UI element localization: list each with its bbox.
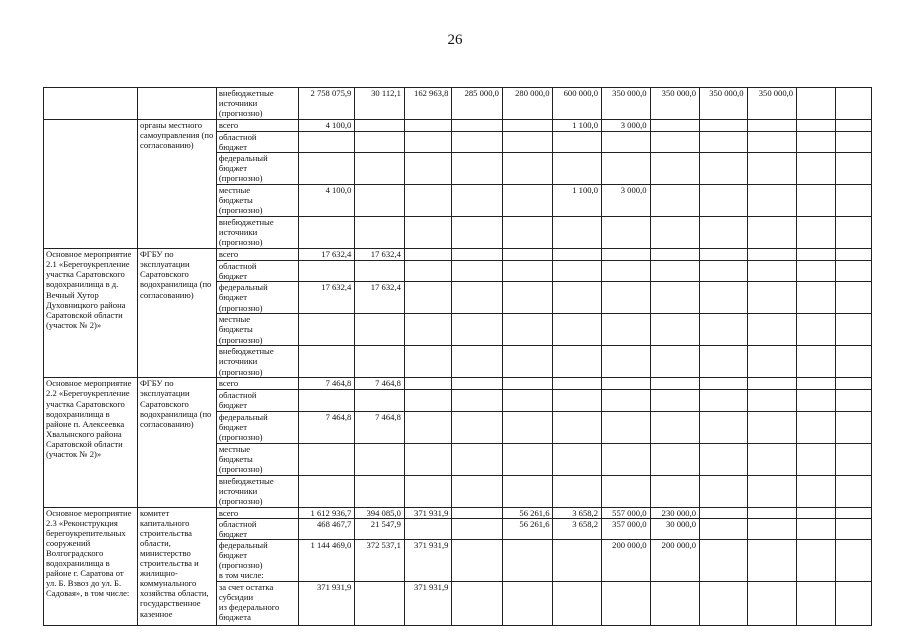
value-cell — [602, 581, 651, 625]
value-cell — [404, 120, 452, 132]
value-cell — [835, 443, 872, 475]
value-cell — [502, 153, 553, 185]
event-cell — [44, 88, 138, 120]
value-cell — [797, 88, 835, 120]
value-cell — [835, 185, 872, 217]
value-cell — [553, 282, 602, 314]
value-cell — [747, 282, 797, 314]
value-cell — [700, 249, 748, 261]
value-cell — [602, 217, 651, 249]
value-cell — [835, 346, 872, 378]
value-cell — [404, 518, 452, 539]
value-cell — [747, 120, 797, 132]
value-cell — [650, 153, 700, 185]
value-cell: 2 758 075,9 — [298, 88, 355, 120]
value-cell — [650, 411, 700, 443]
value-cell — [797, 217, 835, 249]
value-cell — [452, 261, 503, 282]
value-cell: 394 085,0 — [355, 507, 405, 518]
value-cell: 285 000,0 — [452, 88, 503, 120]
event-cell: Основное мероприятие 2.3 «Реконструкция берегоукрепительных сооружений Волгоградского водохранилища в районе г. Саратова от ул. Б. Взвоз до ул. Б. Садовая», в том числе: — [44, 507, 138, 625]
value-cell — [650, 185, 700, 217]
funding-source-cell: федеральный бюджет (прогнозно) в том числе: — [216, 539, 298, 581]
value-cell — [502, 261, 553, 282]
value-cell — [452, 378, 503, 390]
value-cell: 17 632,4 — [355, 282, 405, 314]
value-cell: 7 464,8 — [355, 411, 405, 443]
value-cell — [835, 249, 872, 261]
value-cell — [502, 539, 553, 581]
value-cell — [298, 132, 355, 153]
value-cell — [355, 581, 405, 625]
value-cell — [602, 443, 651, 475]
value-cell — [404, 132, 452, 153]
value-cell — [835, 390, 872, 411]
value-cell — [452, 346, 503, 378]
value-cell — [700, 217, 748, 249]
value-cell — [700, 475, 748, 507]
value-cell — [553, 314, 602, 346]
value-cell — [700, 443, 748, 475]
value-cell: 468 467,7 — [298, 518, 355, 539]
value-cell — [835, 411, 872, 443]
value-cell — [553, 411, 602, 443]
value-cell — [747, 153, 797, 185]
value-cell — [452, 443, 503, 475]
value-cell — [452, 518, 503, 539]
table-row — [44, 507, 872, 518]
value-cell — [650, 378, 700, 390]
value-cell: 200 000,0 — [602, 539, 651, 581]
funding-source-cell: внебюджетные источники (прогнозно) — [216, 346, 298, 378]
value-cell — [602, 132, 651, 153]
value-cell: 56 261,6 — [502, 518, 553, 539]
value-cell — [835, 217, 872, 249]
value-cell — [502, 314, 553, 346]
funding-source-cell: всего — [216, 249, 298, 261]
value-cell — [700, 282, 748, 314]
value-cell — [700, 185, 748, 217]
value-cell: 7 464,8 — [298, 378, 355, 390]
value-cell — [700, 120, 748, 132]
funding-source-cell: федеральный бюджет (прогнозно) — [216, 153, 298, 185]
value-cell: 3 000,0 — [602, 185, 651, 217]
value-cell — [355, 346, 405, 378]
executor-cell: ФГБУ по эксплуатации Саратовского водохранилища (по согласованию) — [138, 378, 217, 507]
value-cell: 4 100,0 — [298, 185, 355, 217]
value-cell — [650, 314, 700, 346]
event-cell: Основное мероприятие 2.1 «Берегоукрепление участка Саратовского водохранилища в д. Вечный Хутор Духовницкого района Саратовской области (участок № 2)» — [44, 249, 138, 378]
value-cell — [797, 249, 835, 261]
value-cell — [700, 390, 748, 411]
funding-source-cell: областной бюджет — [216, 518, 298, 539]
value-cell — [355, 261, 405, 282]
value-cell: 371 931,9 — [404, 581, 452, 625]
value-cell — [553, 378, 602, 390]
value-cell — [835, 314, 872, 346]
value-cell — [700, 507, 748, 518]
value-cell — [404, 346, 452, 378]
event-cell: Основное мероприятие 2.2 «Берегоукрепление участка Саратовского водохранилища в районе п. Алексеевка Хвалынского района Саратовской области (участок № 2)» — [44, 378, 138, 507]
value-cell — [650, 581, 700, 625]
funding-source-cell: федеральный бюджет (прогнозно) — [216, 282, 298, 314]
table-row — [44, 249, 872, 261]
value-cell: 600 000,0 — [553, 88, 602, 120]
value-cell — [553, 153, 602, 185]
value-cell — [747, 346, 797, 378]
funding-source-cell: областной бюджет — [216, 132, 298, 153]
value-cell — [502, 443, 553, 475]
value-cell — [553, 217, 602, 249]
value-cell — [747, 518, 797, 539]
value-cell — [404, 443, 452, 475]
value-cell — [700, 261, 748, 282]
value-cell — [452, 217, 503, 249]
value-cell — [404, 314, 452, 346]
value-cell — [747, 217, 797, 249]
value-cell — [747, 539, 797, 581]
value-cell — [502, 346, 553, 378]
value-cell — [298, 261, 355, 282]
value-cell — [404, 475, 452, 507]
value-cell — [835, 88, 872, 120]
value-cell — [835, 518, 872, 539]
value-cell — [835, 120, 872, 132]
table-row — [44, 88, 872, 120]
value-cell — [602, 475, 651, 507]
value-cell: 17 632,4 — [355, 249, 405, 261]
value-cell — [502, 581, 553, 625]
value-cell — [797, 411, 835, 443]
funding-source-cell: областной бюджет — [216, 261, 298, 282]
value-cell: 7 464,8 — [355, 378, 405, 390]
value-cell — [650, 132, 700, 153]
value-cell — [602, 153, 651, 185]
value-cell — [797, 378, 835, 390]
funding-source-cell: областной бюджет — [216, 390, 298, 411]
value-cell — [835, 539, 872, 581]
value-cell — [747, 378, 797, 390]
value-cell: 4 100,0 — [298, 120, 355, 132]
value-cell — [700, 581, 748, 625]
value-cell: 1 100,0 — [553, 185, 602, 217]
value-cell — [602, 346, 651, 378]
value-cell — [747, 507, 797, 518]
value-cell: 557 000,0 — [602, 507, 651, 518]
funding-source-cell: всего — [216, 120, 298, 132]
value-cell — [747, 390, 797, 411]
value-cell — [797, 153, 835, 185]
value-cell — [700, 153, 748, 185]
value-cell — [355, 314, 405, 346]
funding-source-cell: внебюджетные источники (прогнозно) — [216, 475, 298, 507]
value-cell — [797, 261, 835, 282]
value-cell — [602, 314, 651, 346]
value-cell — [835, 378, 872, 390]
value-cell: 1 100,0 — [553, 120, 602, 132]
value-cell — [797, 314, 835, 346]
value-cell: 357 000,0 — [602, 518, 651, 539]
value-cell — [452, 153, 503, 185]
value-cell — [298, 475, 355, 507]
value-cell — [797, 518, 835, 539]
value-cell — [502, 282, 553, 314]
executor-cell: органы местного самоуправления (по согласованию) — [138, 120, 217, 249]
value-cell — [747, 132, 797, 153]
funding-source-cell: местные бюджеты (прогнозно) — [216, 185, 298, 217]
value-cell — [452, 390, 503, 411]
value-cell — [835, 581, 872, 625]
value-cell — [797, 282, 835, 314]
value-cell — [650, 120, 700, 132]
value-cell: 17 632,4 — [298, 249, 355, 261]
value-cell: 280 000,0 — [502, 88, 553, 120]
funding-source-cell: местные бюджеты (прогнозно) — [216, 443, 298, 475]
value-cell — [404, 217, 452, 249]
value-cell — [747, 411, 797, 443]
table-row — [44, 378, 872, 390]
value-cell — [355, 390, 405, 411]
value-cell — [602, 249, 651, 261]
value-cell — [298, 346, 355, 378]
value-cell: 371 931,9 — [404, 539, 452, 581]
value-cell — [797, 132, 835, 153]
value-cell — [553, 475, 602, 507]
value-cell — [835, 261, 872, 282]
value-cell — [700, 378, 748, 390]
value-cell — [404, 390, 452, 411]
value-cell — [797, 475, 835, 507]
value-cell — [553, 346, 602, 378]
value-cell — [650, 390, 700, 411]
funding-source-cell: внебюджетные источники (прогнозно) — [216, 88, 298, 120]
value-cell: 230 000,0 — [650, 507, 700, 518]
value-cell — [502, 120, 553, 132]
value-cell — [797, 539, 835, 581]
funding-source-cell: всего — [216, 507, 298, 518]
value-cell: 162 963,8 — [404, 88, 452, 120]
value-cell — [797, 581, 835, 625]
value-cell — [502, 411, 553, 443]
value-cell — [452, 132, 503, 153]
value-cell: 350 000,0 — [747, 88, 797, 120]
table-row — [44, 120, 872, 132]
value-cell: 3 000,0 — [602, 120, 651, 132]
value-cell — [452, 185, 503, 217]
value-cell — [602, 378, 651, 390]
value-cell — [502, 185, 553, 217]
value-cell — [452, 282, 503, 314]
value-cell — [553, 390, 602, 411]
value-cell: 21 547,9 — [355, 518, 405, 539]
value-cell — [298, 443, 355, 475]
value-cell — [700, 518, 748, 539]
value-cell — [700, 346, 748, 378]
value-cell: 371 931,9 — [404, 507, 452, 518]
value-cell — [298, 153, 355, 185]
value-cell — [355, 443, 405, 475]
value-cell: 200 000,0 — [650, 539, 700, 581]
value-cell — [298, 217, 355, 249]
value-cell — [700, 314, 748, 346]
value-cell — [355, 153, 405, 185]
funding-source-cell: федеральный бюджет (прогнозно) — [216, 411, 298, 443]
value-cell — [404, 153, 452, 185]
value-cell — [747, 443, 797, 475]
value-cell — [452, 314, 503, 346]
value-cell — [452, 507, 503, 518]
value-cell: 30 000,0 — [650, 518, 700, 539]
value-cell — [747, 581, 797, 625]
value-cell — [404, 185, 452, 217]
value-cell: 350 000,0 — [650, 88, 700, 120]
value-cell: 3 658,2 — [553, 507, 602, 518]
value-cell — [452, 539, 503, 581]
value-cell — [650, 249, 700, 261]
value-cell — [404, 249, 452, 261]
funding-source-cell: местные бюджеты (прогнозно) — [216, 314, 298, 346]
value-cell — [747, 261, 797, 282]
value-cell — [452, 581, 503, 625]
value-cell — [404, 378, 452, 390]
value-cell — [700, 411, 748, 443]
value-cell — [452, 475, 503, 507]
value-cell — [602, 411, 651, 443]
value-cell — [502, 378, 553, 390]
value-cell — [452, 249, 503, 261]
value-cell — [502, 217, 553, 249]
executor-cell: ФГБУ по эксплуатации Саратовского водохранилища (по согласованию) — [138, 249, 217, 378]
value-cell — [747, 314, 797, 346]
value-cell — [650, 443, 700, 475]
value-cell — [355, 132, 405, 153]
funding-source-cell: за счет остатка субсидии из федерального бюджета — [216, 581, 298, 625]
value-cell: 1 144 469,0 — [298, 539, 355, 581]
value-cell — [835, 475, 872, 507]
value-cell — [747, 249, 797, 261]
value-cell — [355, 217, 405, 249]
value-cell — [355, 120, 405, 132]
value-cell: 30 112,1 — [355, 88, 405, 120]
value-cell — [650, 261, 700, 282]
value-cell — [835, 282, 872, 314]
executor-cell: комитет капитального строительства области, министерство строительства и жилищно-коммунального хозяйства области, государственное казенное — [138, 507, 217, 625]
value-cell: 371 931,9 — [298, 581, 355, 625]
value-cell — [553, 132, 602, 153]
value-cell — [835, 507, 872, 518]
value-cell — [602, 261, 651, 282]
value-cell — [797, 390, 835, 411]
value-cell — [650, 346, 700, 378]
value-cell — [298, 314, 355, 346]
value-cell: 3 658,2 — [553, 518, 602, 539]
value-cell: 350 000,0 — [602, 88, 651, 120]
value-cell — [797, 346, 835, 378]
value-cell — [700, 132, 748, 153]
funding-table — [43, 87, 872, 626]
funding-source-cell: всего — [216, 378, 298, 390]
value-cell — [747, 475, 797, 507]
value-cell — [650, 475, 700, 507]
value-cell — [700, 539, 748, 581]
value-cell — [650, 282, 700, 314]
value-cell — [553, 261, 602, 282]
value-cell — [404, 261, 452, 282]
value-cell — [502, 249, 553, 261]
value-cell — [404, 282, 452, 314]
value-cell — [797, 185, 835, 217]
value-cell — [835, 132, 872, 153]
value-cell — [502, 390, 553, 411]
value-cell: 1 612 936,7 — [298, 507, 355, 518]
value-cell — [797, 507, 835, 518]
value-cell — [355, 185, 405, 217]
executor-cell — [138, 88, 217, 120]
value-cell — [553, 581, 602, 625]
value-cell — [650, 217, 700, 249]
event-cell — [44, 120, 138, 249]
value-cell — [797, 120, 835, 132]
value-cell — [602, 282, 651, 314]
value-cell — [835, 153, 872, 185]
value-cell: 17 632,4 — [298, 282, 355, 314]
value-cell — [553, 443, 602, 475]
value-cell — [452, 120, 503, 132]
value-cell — [747, 185, 797, 217]
value-cell — [553, 539, 602, 581]
value-cell — [553, 249, 602, 261]
value-cell — [602, 390, 651, 411]
value-cell — [502, 132, 553, 153]
value-cell — [452, 411, 503, 443]
value-cell: 372 537,1 — [355, 539, 405, 581]
value-cell: 56 261,6 — [502, 507, 553, 518]
value-cell: 7 464,8 — [298, 411, 355, 443]
funding-source-cell: внебюджетные источники (прогнозно) — [216, 217, 298, 249]
value-cell — [355, 475, 405, 507]
value-cell — [502, 475, 553, 507]
value-cell — [797, 443, 835, 475]
page-number: 26 — [447, 32, 463, 48]
value-cell — [298, 390, 355, 411]
value-cell — [404, 411, 452, 443]
value-cell: 350 000,0 — [700, 88, 748, 120]
